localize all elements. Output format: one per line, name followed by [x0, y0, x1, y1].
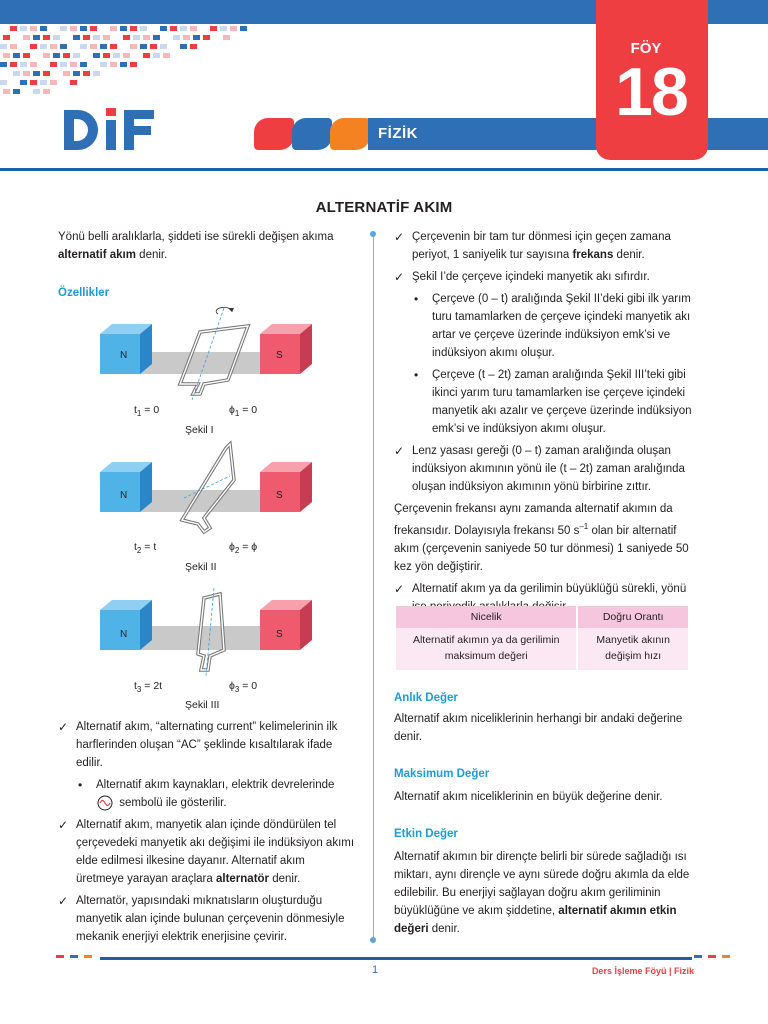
- fig1-flux: $\phi_1 = 0$: [229, 404, 258, 419]
- header-rule: [0, 168, 768, 171]
- fig2-caption: Şekil II: [185, 561, 217, 573]
- pattern-dot: [110, 62, 117, 67]
- pattern-dot: [153, 35, 160, 40]
- pattern-dot: [93, 35, 100, 40]
- bullet-item: • Alternatif akım kaynakları, elektrik devrelerinde sembolü ile gösterilir.: [78, 778, 335, 809]
- pattern-dot: [60, 44, 67, 49]
- pattern-dot: [73, 53, 80, 58]
- pattern-dot: [3, 53, 10, 58]
- checkmark-icon: ✓: [394, 581, 405, 596]
- figure-1: [100, 304, 315, 432]
- checkmark-icon: ✓: [58, 818, 69, 832]
- section-heading: Anlık Değer: [394, 692, 458, 704]
- pattern-dot: [140, 26, 147, 31]
- pattern-dot: [10, 62, 17, 67]
- right-checklist: [394, 228, 692, 616]
- pattern-dot: [70, 26, 77, 31]
- section-heading: Maksimum Değer: [394, 768, 490, 780]
- checkmark-icon: ✓: [394, 444, 405, 458]
- anlik-text: Alternatif akım niceliklerinin herhangi bir andaki değerine denir.: [394, 713, 683, 743]
- fig2-time: $t_2 = t$: [134, 541, 157, 556]
- fig2-flux: $\phi_2 = \phi$: [229, 541, 258, 556]
- pattern-dot: [83, 71, 90, 76]
- divider-dot: [370, 231, 376, 237]
- checkmark-icon: ✓: [58, 894, 69, 908]
- pattern-dot: [23, 35, 30, 40]
- pattern-dot: [193, 35, 200, 40]
- frequency-paragraph: Çerçevenin frekansı aynı zamanda alternatif akımın da frekansıdır. Dolayısıyla frekansı 50 $s^{-1}$ olan bir alternatif akım (çerçevenin saniyede 50 tur dönmesi) 1 saniyede 50 kez yön değiştirir.: [394, 503, 689, 573]
- pattern-dot: [103, 35, 110, 40]
- page-title: ALTERNATİF AKIM: [315, 199, 453, 216]
- check-item: ✓ Alternatif akım, manyetik alan içinde döndürülen tel çerçevedeki manyetik akı değişimi ile indüksiyon akımı elde edilmesi ilkesine dayanır. Alternatif akım üretmeye yarayan araçlara alternatör denir.: [58, 818, 355, 885]
- pattern-dot: [10, 44, 17, 49]
- footer-text: Ders İşleme Föyü | Fizik: [591, 966, 694, 976]
- foy-number: 18: [615, 54, 687, 130]
- column-divider: [373, 234, 374, 940]
- fig3-time: $t_3 = 2t$: [134, 680, 163, 695]
- pattern-dot: [10, 26, 17, 31]
- fig1-caption: Şekil I: [185, 424, 214, 436]
- pattern-dot: [33, 35, 40, 40]
- pattern-dot: [30, 44, 37, 49]
- pattern-dot: [93, 71, 100, 76]
- divider-dot: [370, 937, 376, 943]
- pattern-dot: [160, 44, 167, 49]
- pattern-dot: [130, 26, 137, 31]
- check-item: ✓ Şekil I’de çerçeve içindeki manyetik akı sıfırdır.: [394, 270, 650, 284]
- pattern-dot: [30, 26, 37, 31]
- pattern-dot: [33, 71, 40, 76]
- pattern-dot: [180, 26, 187, 31]
- check-item: ✓ Çerçevenin bir tam tur dönmesi için geçen zamana periyot, 1 saniyelik tur sayısına frekans denir.: [394, 230, 671, 261]
- pattern-dot: [70, 80, 77, 85]
- pattern-dot: [80, 26, 87, 31]
- pattern-dot: [120, 26, 127, 31]
- pattern-dot: [43, 35, 50, 40]
- pattern-dot: [180, 44, 187, 49]
- pattern-dot: [30, 80, 37, 85]
- pattern-dot: [103, 53, 110, 58]
- pattern-dot: [60, 26, 67, 31]
- pattern-dot: [13, 89, 20, 94]
- left-checklist: [58, 718, 355, 946]
- max-text: Alternatif akım niceliklerinin en büyük değerine denir.: [394, 791, 663, 803]
- subject-label: FİZİK: [378, 125, 418, 142]
- pattern-dot: [240, 26, 247, 31]
- footer-rule: [100, 957, 692, 960]
- pattern-dot: [43, 89, 50, 94]
- pattern-dot: [190, 26, 197, 31]
- pattern-dot: [173, 35, 180, 40]
- pattern-dot: [190, 44, 197, 49]
- pattern-dot: [60, 62, 67, 67]
- table-header: Doğru Orantı: [578, 606, 688, 628]
- bullet-item: • Çerçeve (t – 2t) zaman aralığında Şekil III’teki gibi ikinci yarım turu tamamlarken ise çerçeve içindeki manyetik akı azalır ve çerçeve üzerinde indüksiyon emk’si ve indüksiyon akımı oluşur.: [414, 368, 692, 435]
- pattern-dot: [110, 26, 117, 31]
- bullet-icon: •: [78, 778, 83, 792]
- pattern-dot: [50, 44, 57, 49]
- pattern-dot: [23, 71, 30, 76]
- pattern-dot: [123, 53, 130, 58]
- fig3-caption: Şekil III: [185, 699, 220, 711]
- pattern-dot: [30, 62, 37, 67]
- check-item: ✓ Alternatör, yapısındaki mıknatısların oluşturduğu manyetik alan içinde bulunan çerçevenin dönmesiyle mekanik enerjiyi elektrik enerjisine çevirir.: [58, 894, 345, 943]
- ac-source-icon: [94, 795, 116, 811]
- pattern-dot: [0, 80, 7, 85]
- pattern-dot: [63, 53, 70, 58]
- etkin-text: Alternatif akımın bir dirençte belirli bir sürede sağladığı ısı miktarı, aynı dirençle ve aynı sürede doğru akımla da elde edilebilir. Bu enerjiyi sağlayan doğru akım geriliminin büyüklüğüne ve akım şiddetine, alternatif akımın etkin değeri denir.: [394, 851, 690, 935]
- bullet-item: • Çerçeve (0 – t) aralığında Şekil II’deki gibi ilk yarım turu tamamlarken de çerçeve içindeki manyetik akı artar ve çerçeve üzerinde indüksiyon emk’si ve indüksiyon akımı oluşur.: [414, 292, 691, 359]
- section-heading: Özellikler: [58, 287, 110, 299]
- pattern-dot: [40, 26, 47, 31]
- pattern-dot: [110, 44, 117, 49]
- pattern-dot: [53, 35, 60, 40]
- pattern-dot: [33, 89, 40, 94]
- pattern-dot: [3, 89, 10, 94]
- dif-logo: [62, 104, 162, 154]
- check-item: ✓ Lenz yasası gereği (0 – t) zaman aralığında oluşan indüksiyon akımının yönü ile (t – 2t) zaman aralığında oluşan indüksiyon akımının yönü birbirine zıttır.: [394, 444, 685, 493]
- checkmark-icon: ✓: [394, 270, 405, 284]
- pattern-dot: [150, 44, 157, 49]
- pattern-dot: [43, 53, 50, 58]
- pattern-dot: [50, 62, 57, 67]
- pattern-dot: [130, 44, 137, 49]
- fig3-flux: $\phi_3 = 0$: [229, 680, 258, 695]
- pattern-dot: [120, 62, 127, 67]
- foy-label: FÖY: [630, 40, 662, 57]
- page-number: 1: [371, 964, 379, 976]
- proportion-table: [394, 606, 690, 670]
- pattern-dot: [20, 26, 27, 31]
- pattern-dot: [20, 80, 27, 85]
- pattern-dot: [50, 80, 57, 85]
- footer-dashes-right: [694, 955, 738, 961]
- pattern-dot: [160, 26, 167, 31]
- pattern-dot: [143, 35, 150, 40]
- pattern-dot: [230, 26, 237, 31]
- pattern-dot: [0, 44, 7, 49]
- pattern-dot: [83, 35, 90, 40]
- subject-bar: [368, 118, 768, 150]
- pattern-dot: [40, 44, 47, 49]
- pattern-dot: [80, 62, 87, 67]
- pattern-dot: [170, 26, 177, 31]
- svg-text:S: S: [276, 490, 283, 501]
- pattern-dot: [163, 53, 170, 58]
- pattern-dot: [0, 62, 7, 67]
- table-cell: Manyetik akının değişim hızı: [578, 628, 688, 670]
- pattern-dot: [53, 53, 60, 58]
- bullet-icon: •: [414, 292, 419, 306]
- pattern-dot: [63, 71, 70, 76]
- pattern-dot: [153, 53, 160, 58]
- pattern-dot: [223, 35, 230, 40]
- table-row: [396, 628, 688, 670]
- pattern-dot: [183, 35, 190, 40]
- pattern-dot: [123, 35, 130, 40]
- svg-text:S: S: [276, 350, 283, 361]
- pattern-dot: [80, 44, 87, 49]
- pattern-dot: [13, 53, 20, 58]
- svg-text:S: S: [276, 629, 283, 640]
- pattern-dot: [113, 53, 120, 58]
- intro-paragraph: Yönü belli aralıklarla, şiddeti ise sürekli değişen akıma alternatif akım denir.: [58, 231, 334, 261]
- pattern-dot: [20, 62, 27, 67]
- checkmark-icon: ✓: [58, 720, 69, 734]
- bullet-icon: •: [414, 368, 419, 382]
- svg-text:N: N: [120, 629, 128, 640]
- pattern-dot: [100, 62, 107, 67]
- pattern-dot: [90, 26, 97, 31]
- pattern-dot: [43, 71, 50, 76]
- pattern-dot: [93, 53, 100, 58]
- pattern-dot: [133, 35, 140, 40]
- pattern-dot: [23, 53, 30, 58]
- footer-dashes-left: [56, 955, 100, 961]
- checkmark-icon: ✓: [394, 230, 405, 244]
- pattern-dot: [100, 44, 107, 49]
- section-heading: Etkin Değer: [394, 828, 458, 840]
- pattern-dot: [13, 71, 20, 76]
- pattern-dot: [90, 44, 97, 49]
- pattern-dot: [40, 80, 47, 85]
- pattern-dot: [220, 26, 227, 31]
- svg-text:N: N: [120, 490, 128, 501]
- pattern-dot: [3, 35, 10, 40]
- svg-text:N: N: [120, 350, 128, 361]
- pattern-dot: [140, 44, 147, 49]
- pattern-dot: [73, 71, 80, 76]
- fig1-time: $t_1 = 0$: [134, 404, 160, 419]
- pattern-dot: [130, 62, 137, 67]
- pattern-dot: [143, 53, 150, 58]
- table-header: Nicelik: [396, 606, 576, 628]
- pattern-dot: [73, 35, 80, 40]
- check-item: ✓ Alternatif akım ya da gerilimin büyüklüğü sürekli, yönü: [394, 581, 687, 596]
- table-cell: Alternatif akımın ya da gerilimin maksimum değeri: [396, 628, 576, 670]
- figure-3: [100, 584, 315, 684]
- pattern-dot: [210, 26, 217, 31]
- figure-2: [100, 438, 315, 550]
- check-item: ✓ Alternatif akım, “alternating current” kelimelerinin ilk harflerinden oluşan “AC” şeklinde kısaltılarak ifade edilir.: [58, 720, 338, 769]
- pattern-dot: [203, 35, 210, 40]
- pixel-pattern: [0, 24, 260, 104]
- pattern-dot: [70, 62, 77, 67]
